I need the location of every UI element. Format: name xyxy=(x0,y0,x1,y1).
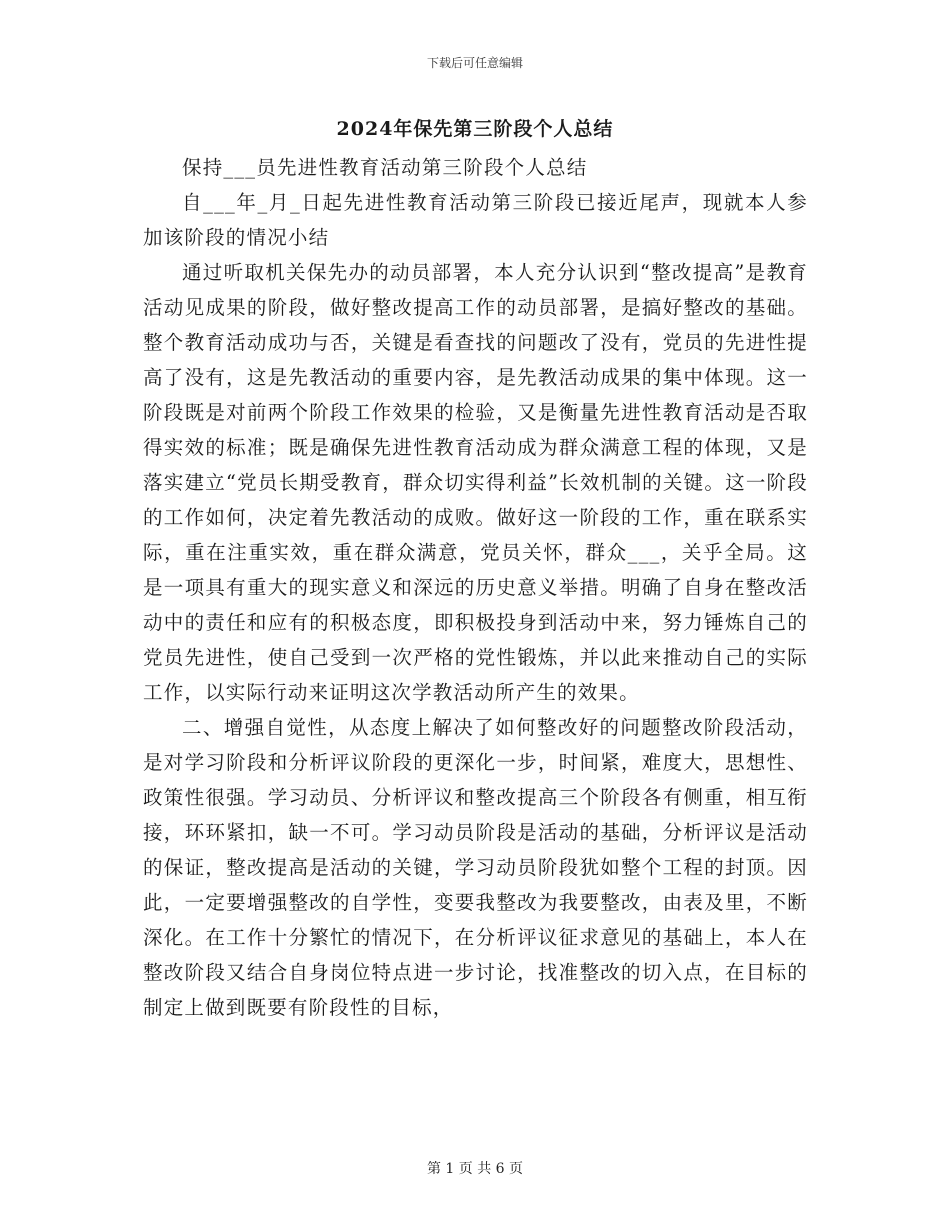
paragraph-subtitle: 保持___员先进性教育活动第三阶段个人总结 xyxy=(182,156,588,179)
paragraph-2: 二、增强自觉性，从态度上解决了如何整改好的问题整改阶段活动，是对学习阶段和分析评议阶段的更深化一步，时间紧，难度大，思想性、政策性很强。学习动员、分析评议和整改提高三个阶段各有侧重，相互衔接，环环紧扣，缺一不可。学习动员阶段是活动的基础，分析评议是活动的保证，整改提高是活动的关键，学习动员阶段犹如整个工程的封顶。因此，一定要增强整改的自学性，变要我整改为我要整改，由表及里，不断深化。在工作十分繁忙的情况下，在分析评议征求意见的基础上，本人在整改阶段又结合自身岗位特点进一步讨论，找准整改的切入点，在目标的制定上做到既要有阶段性的目标， xyxy=(143,716,808,1019)
paragraph-intro: 自___年_月_日起先进性教育活动第三阶段已接近尾声，现就本人参加该阶段的情况小结 xyxy=(143,191,808,249)
page-footer: 第 1 页 共 6 页 xyxy=(426,1161,524,1177)
header-note: 下载后可任意编辑 xyxy=(426,56,523,70)
paragraph-1: 通过听取机关保先办的动员部署，本人充分认识到“整改提高”是教育活动见成果的阶段，做好整改提高工作的动员部署，是搞好整改的基础。整个教育活动成功与否，关键是看查找的问题改了没有，党员的先进性提高了没有，这是先教活动的重要内容，是先教活动成果的集中体现。这一阶段既是对前两个阶段工作效果的检验，又是衡量先进性教育活动是否取得实效的标准；既是确保先进性教育活动成为群众满意工程的体现，又是落实建立“党员长期受教育，群众切实得利益”长效机制的关键。这一阶段的工作如何，决定着先教活动的成败。做好这一阶段的工作，重在联系实际，重在注重实效，重在群众满意，党员关怀，群众___，关乎全局。这是一项具有重大的现实意义和深远的历史意义举措。明确了自身在整改活动中的责任和应有的积极态度，即积极投身到活动中来，努力锤炼自己的党员先进性，使自己受到一次严格的党性锻炼，并以此来推动自己的实际工作，以实际行动来证明这次学教活动所产生的效果。 xyxy=(143,261,808,704)
document-title: 2024年保先第三阶段个人总结 xyxy=(336,118,614,140)
document-body xyxy=(143,150,808,1025)
